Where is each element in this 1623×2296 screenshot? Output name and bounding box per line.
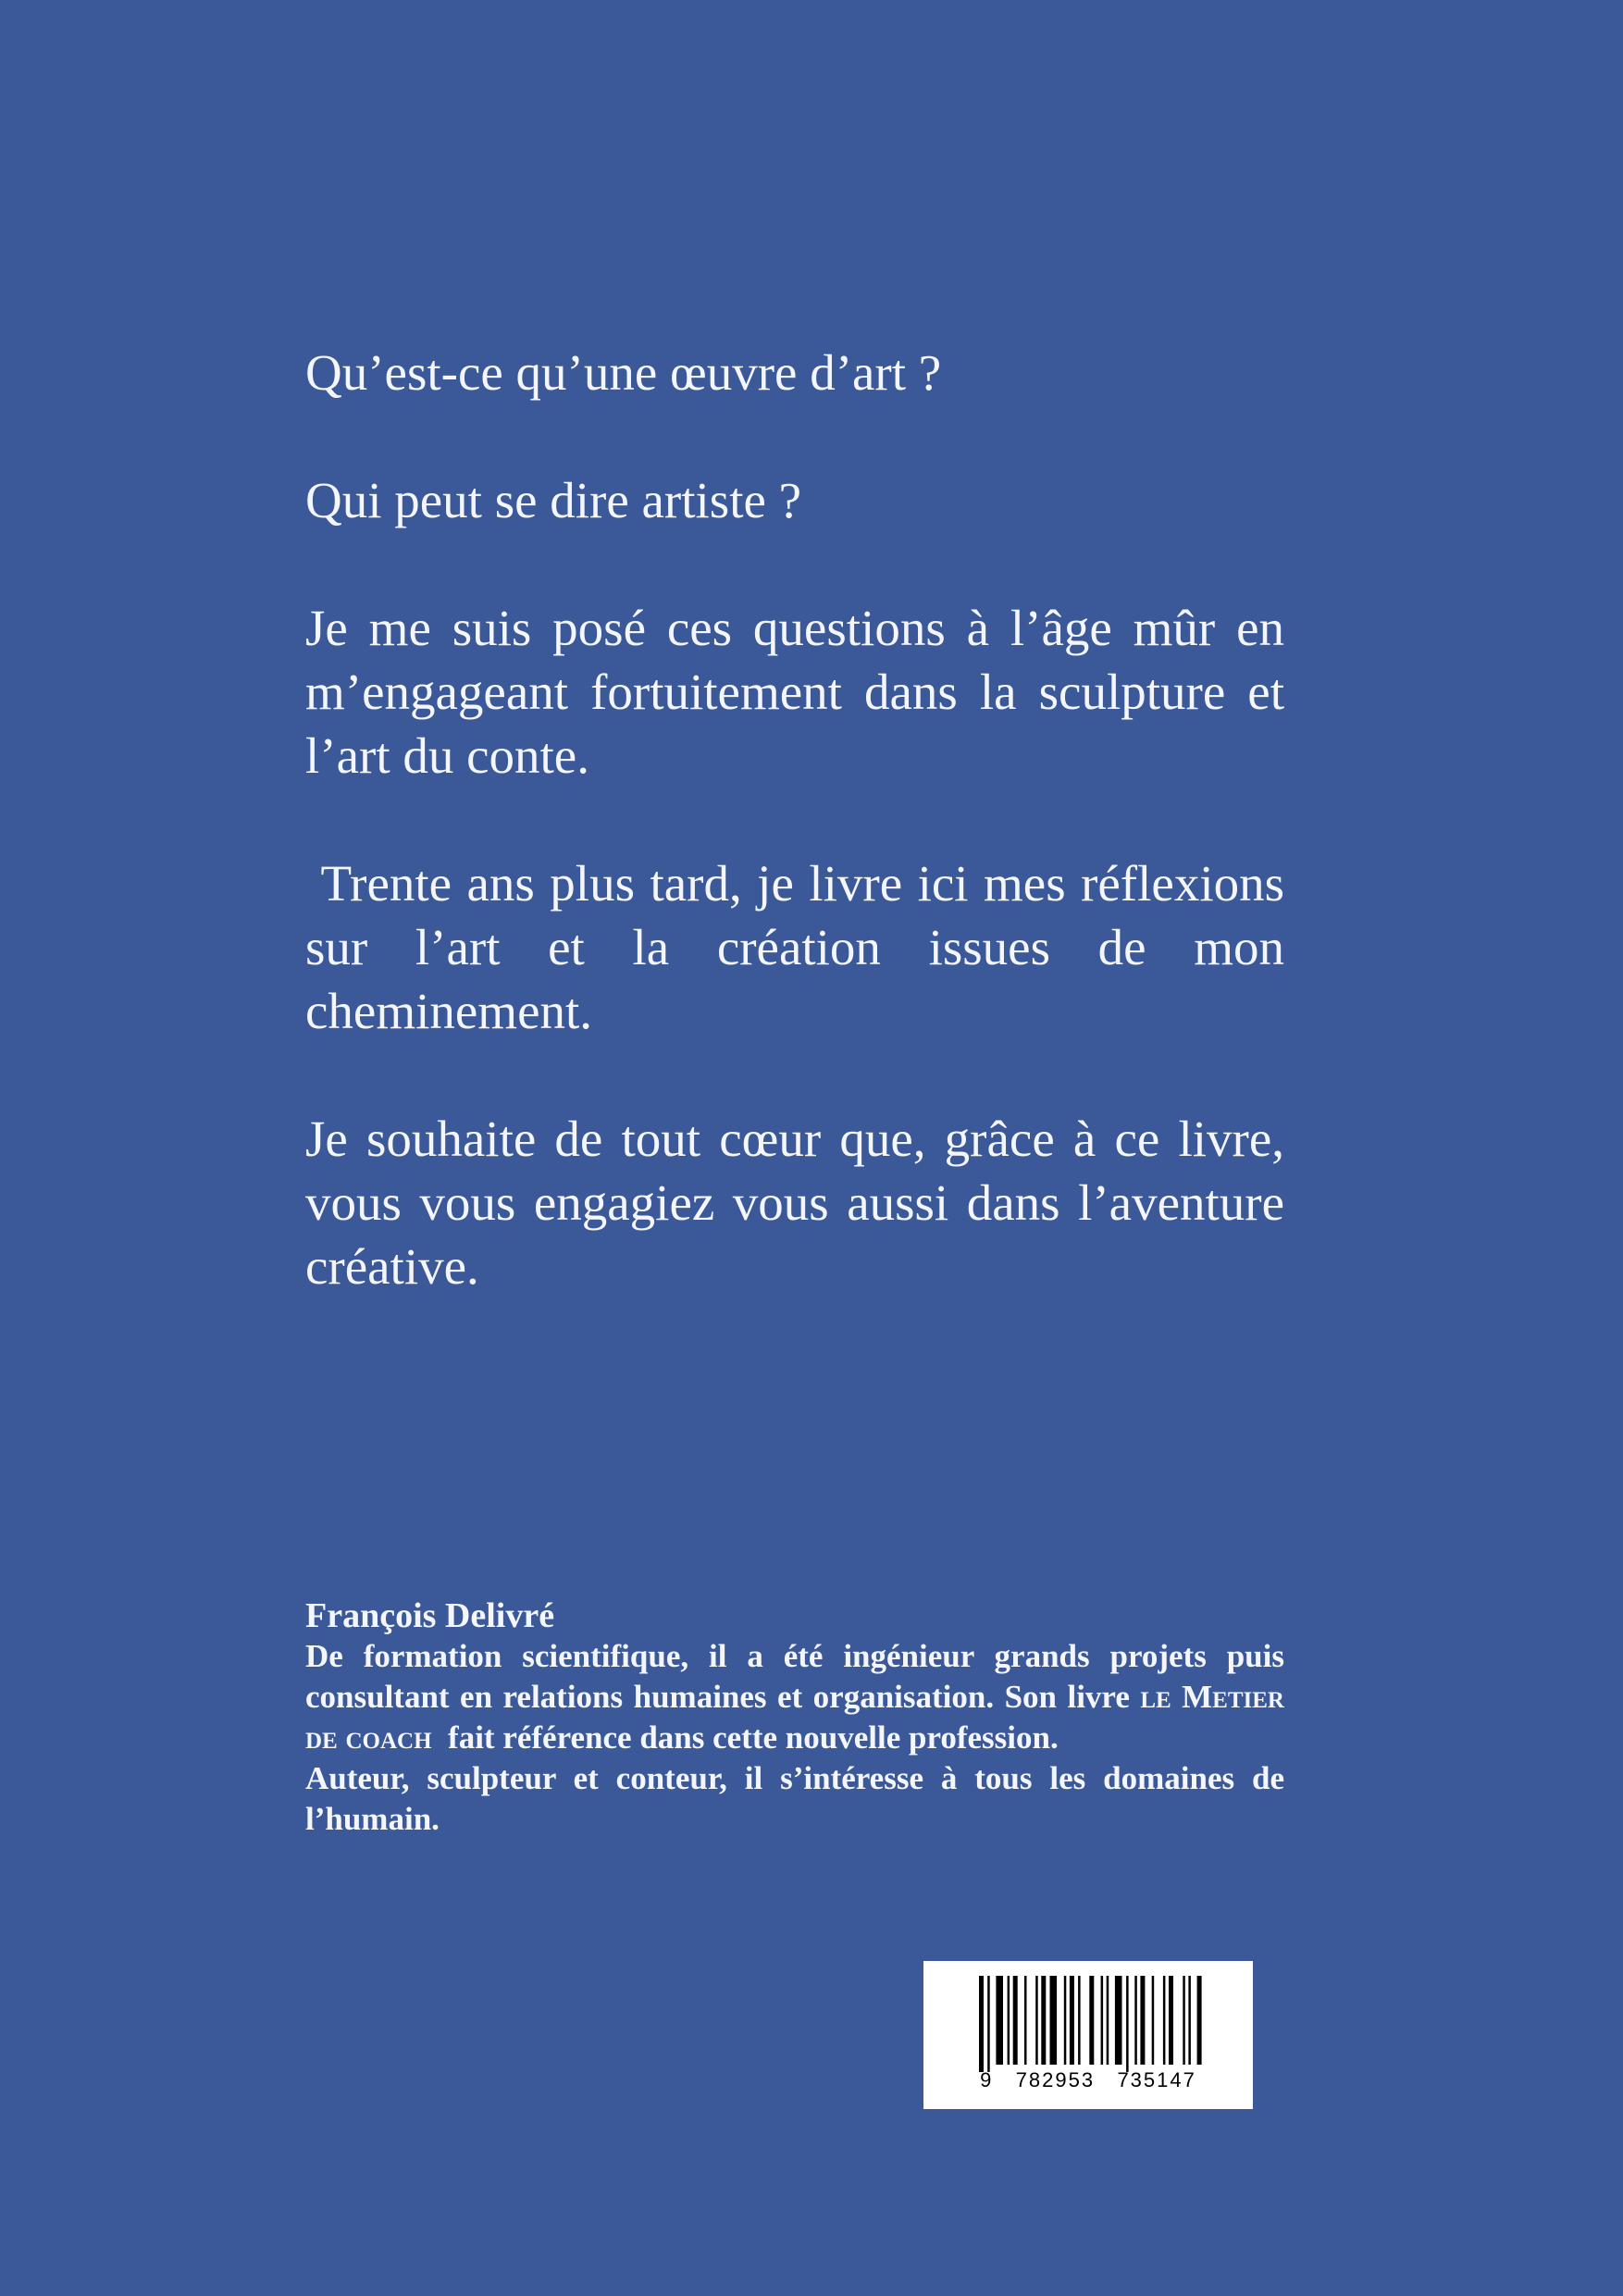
blurb-paragraph-3: Je souhaite de tout cœur que, grâce à ce livre, vous vous engagiez vous aussi dans l’aventure créative. [305, 1111, 1284, 1295]
barcode-bar [1070, 1976, 1074, 2065]
author-bio [305, 1595, 1284, 1840]
bio-text-start: De formation scientifique, il a été ingénieur grands projets puis consultant en relations humaines et organisation. Son livre [305, 1638, 1284, 1715]
barcode-bar [1050, 1976, 1058, 2065]
barcode-bar [1115, 1976, 1122, 2065]
barcode-bar [1163, 1976, 1166, 2065]
barcode-bar [979, 1976, 984, 2072]
barcode-bar [1134, 1976, 1137, 2065]
barcode-bar [1035, 1976, 1038, 2065]
barcode-bar [1169, 1976, 1173, 2065]
blurb-paragraph-2: Trente ans plus tard, je livre ici mes réflexions sur l’art et la création issues de mon cheminement. [305, 855, 1297, 1039]
isbn-number: 9 782953 735147 [980, 2068, 1196, 2091]
blurb-question-1: Qu’est-ce qu’une œuvre d’art ? [305, 344, 942, 401]
barcode-bar [1024, 1976, 1027, 2065]
barcode-bar [1126, 1976, 1129, 2072]
barcode-bar [1041, 1976, 1046, 2065]
barcode-bar [1188, 1976, 1191, 2065]
barcode-bar [1089, 1976, 1094, 2065]
barcode-bar [1013, 1976, 1018, 2065]
barcode-bar [1152, 1976, 1155, 2065]
isbn-barcode [923, 1961, 1253, 2109]
barcode-bars [923, 1961, 1253, 2072]
barcode-bar [1101, 1976, 1104, 2065]
barcode-bar [987, 1976, 990, 2072]
book-title: le Metier de coach [305, 1679, 1284, 1756]
author-name: François Delivré [305, 1596, 555, 1635]
barcode-bar [996, 1976, 1003, 2065]
barcode-bar [1107, 1976, 1109, 2065]
bio-text-end: fait référence dans cette nouvelle profession. [431, 1719, 1059, 1756]
barcode-bar [1008, 1976, 1010, 2065]
barcode-bar [1183, 1976, 1185, 2065]
barcode-bar [1140, 1976, 1145, 2065]
cover-blurb [305, 341, 1297, 1298]
barcode-bar [1064, 1976, 1067, 2065]
barcode-bar [1197, 1976, 1202, 2065]
blurb-paragraph-1: Je me suis posé ces questions à l’âge mûr en m’engageant fortuitement dans la sculpture et l’art du conte. [305, 600, 1284, 784]
author-bio-paragraph-1 [305, 1636, 1284, 1758]
blurb-question-2: Qui peut se dire artiste ? [305, 472, 802, 528]
author-bio-paragraph-2: Auteur, sculpteur et conteur, il s’intéresse à tous les domaines de l’humain. [305, 1760, 1284, 1837]
barcode-bar [1078, 1976, 1081, 2065]
